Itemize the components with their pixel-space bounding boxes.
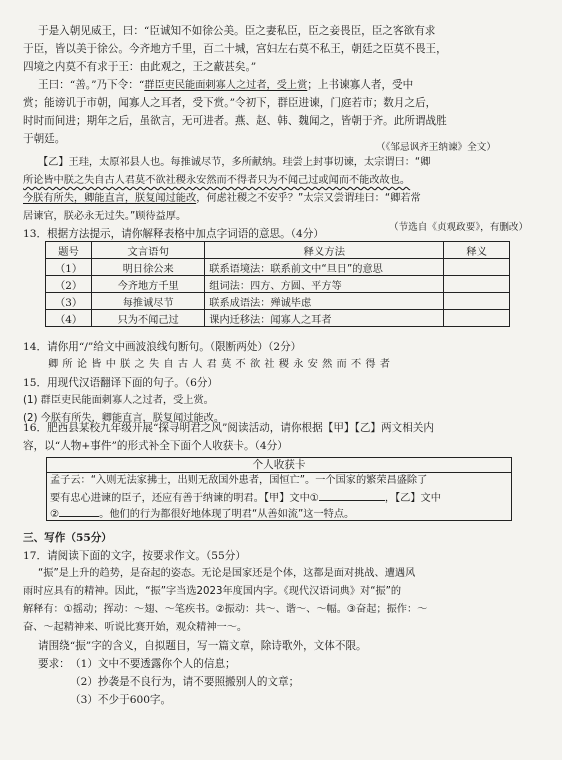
row-phrase: 只为不闻己过: [92, 310, 205, 327]
q15-prompt: 15．用现代汉语翻译下面的句子。（6分）: [23, 377, 219, 389]
passage-a-text: 王曰：“善。”乃下令：“: [38, 79, 145, 91]
row-phrase: 明日徐公来: [92, 259, 205, 276]
row-method: 联系语境法：联系前文中“旦日”的意思: [205, 259, 444, 276]
card-text: 孟子云：“入则无法家拂士，出则无敌国外患者，国恒亡”。一个国家的繁荣昌盛除了: [50, 475, 428, 486]
passage-a-line: 四境之内莫不有求于王：由此观之，王之蔽甚矣。”: [23, 61, 257, 73]
row-number: （4）: [46, 310, 92, 327]
requirement-item: （3）不少于600字。: [70, 694, 172, 706]
row-method: 组词法：四方、方圆、平方等: [205, 276, 444, 293]
card-text-part: 。他们的行为都很好地体现了明君“从善如流”这一特点。: [99, 509, 355, 520]
passage-a-text: ；上书谏寡人者，受中: [307, 79, 414, 91]
row-number: （3）: [46, 293, 92, 310]
passage-b-text: ，何虑社稷之不安乎？”太宗又尝谓珪曰：“卿若常: [196, 193, 421, 204]
row-number: （1）: [46, 259, 92, 276]
writing-para: 雨时应具有的精神。因此，“振”字当选2023年度国内字。《现代汉语词典》对“振”的: [23, 586, 402, 597]
row-method: 联系成语法：殚诚毕虑: [205, 293, 444, 310]
answer-blank-1[interactable]: [319, 490, 385, 501]
answer-blank-2[interactable]: [59, 506, 99, 517]
passage-a-line: 于朝廷。: [23, 133, 66, 145]
passage-a-line: 时时而间进；期年之后，虽欲言，无可进者。燕、赵、韩、魏闻之，皆朝于齐。此所谓战胜: [23, 115, 447, 127]
writing-para: 解释有：①摇动；挥动：～翅、～笔疾书。②振动：共～、谐～、～幅。③奋起；振作：～: [23, 604, 428, 615]
requirement-item: （1）文中不要透露你个人的信息；: [70, 658, 236, 670]
passage-a-line: 于是入朝见威王，曰：“臣诚知不如徐公美。臣之妻私臣，臣之妾畏臣，臣之客欲有求: [38, 25, 436, 37]
underlined-sentence-q15-2: 今朕有所失，卿能直言，朕复闻过能改: [23, 193, 197, 204]
answer-cell[interactable]: [444, 276, 510, 293]
passage-b-source: （节选自《贞观政要》，有删改）: [389, 222, 529, 233]
section-heading: 三、写作（55分）: [23, 532, 112, 544]
q17-prompt: 17．请阅读下面的文字，按要求作文。（55分）: [23, 550, 246, 562]
q14-prompt: 14．请你用“/”给文中画波浪线句断句。（限断两处）（2分）: [23, 341, 302, 353]
wavy-sentence-q14: 所论皆中朕之失自古人君莫不欲社稷永安然而不得者只为不闻己过或闻而不能改故也。: [23, 175, 411, 186]
passage-a-source: （《邹忌讽齐王纳谏》全文）: [376, 142, 496, 153]
q16-prompt: 容，以“人物+事件”的形式补全下面个人收获卡。（4分）: [23, 440, 288, 452]
row-method: 课内迁移法：闻寡人之耳者: [205, 310, 444, 327]
passage-b-line: 【乙】王珪，太原祁县人也。每推诚尽节，多所献纳。珪尝上封事切谏，太宗谓曰：“卿: [38, 157, 431, 168]
card-text-part: 要有忠心进谏的臣子，还应有善于纳谏的明君。【甲】文中①: [50, 493, 319, 504]
table-header: 释义: [444, 242, 510, 259]
q15-item: (2) 今朕有所失，卿能直言，朕复闻过能改。: [23, 413, 225, 424]
table-row: [46, 259, 510, 276]
card-text: [50, 506, 354, 522]
underlined-sentence-q15-1: 群臣吏民能面刺寡人之过者，受上赏: [144, 80, 308, 91]
row-phrase: 今齐地方千里: [92, 276, 205, 293]
requirement-item: （2）抄袭是不良行为，请不要照搬别人的文章；: [70, 676, 300, 688]
answer-cell[interactable]: [444, 259, 510, 276]
table-row: [46, 310, 510, 327]
passage-b-line: [23, 192, 421, 206]
writing-para: “振”是上升的趋势，是奋起的姿态。无论是国家还是个体，这都是面对挑战、遭遇风: [38, 568, 416, 579]
writing-para: 奋、～起精神来、听说比赛开始，观众精神一～。: [23, 622, 248, 633]
q13-prompt: 13．根据方法提示，请你解释表格中加点字词语的意思。（4分）: [23, 228, 324, 240]
passage-a-line: [38, 78, 413, 93]
passage-a-line: 于臣，皆以美于徐公。今齐地方千里，百二十城，宫妇左右莫不私王，朝廷之臣莫不畏王，: [23, 43, 447, 55]
table-header-row: [46, 242, 510, 259]
row-number: （2）: [46, 276, 92, 293]
q15-item: (1) 群臣吏民能面刺寡人之过者，受上赏。: [23, 395, 214, 406]
writing-instruction: 请围绕“振”字的含义，自拟题目，写一篇文章，除诗歌外，文体不限。: [38, 640, 367, 652]
answer-cell[interactable]: [444, 293, 510, 310]
passage-a-line: 赏；能谤讥于市朝，闻寡人之耳者，受下赏。”令初下，群臣进谏，门庭若市；数月之后，: [23, 97, 437, 109]
row-phrase: 每推诚尽节: [92, 293, 205, 310]
passage-b-line: 居谏官，朕必永无过失。”顾待益厚。: [23, 211, 187, 222]
table-row: [46, 293, 510, 310]
q16-prompt: 16．肥西县某校九年级开展“探寻明君之风”阅读活动，请你根据【甲】【乙】两文相关内: [23, 422, 434, 434]
card-text-part: ，【乙】文中: [384, 493, 441, 504]
q13-table: [45, 241, 510, 327]
requirements-label: 要求：: [38, 658, 70, 670]
card-text: [50, 490, 441, 506]
card-text-part: ②: [50, 509, 60, 520]
table-header: 释义方法: [205, 242, 444, 259]
table-row: [46, 276, 510, 293]
table-header: 题号: [46, 242, 92, 259]
q14-sentence: 卿 所 论 皆 中 朕 之 失 自 古 人 君 莫 不 欲 社 稷 永 安 然 而 不 得 者: [48, 359, 390, 370]
card-title: 个人收获卡: [46, 457, 512, 473]
answer-cell[interactable]: [444, 310, 510, 327]
table-header: 文言语句: [92, 242, 205, 259]
